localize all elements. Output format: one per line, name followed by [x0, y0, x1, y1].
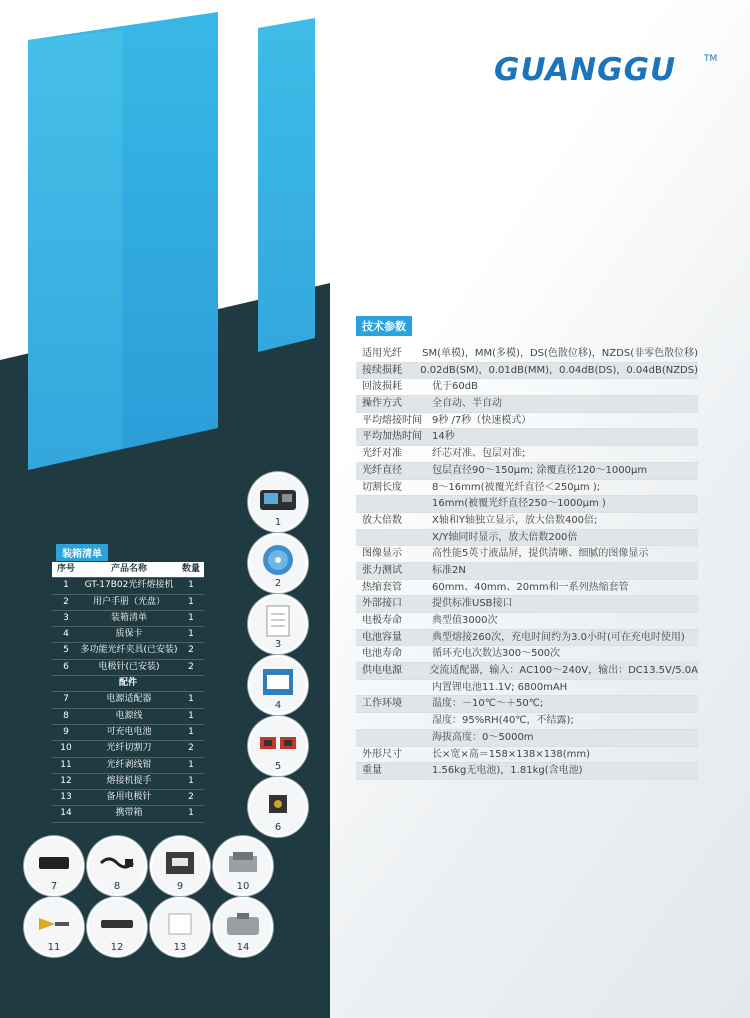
tech-param-row [356, 730, 698, 747]
tech-param-row [356, 429, 698, 446]
packing-list-row [52, 611, 204, 627]
spare-electrode-box-icon [165, 910, 195, 938]
tech-param-key [356, 730, 432, 746]
tech-param-row [356, 747, 698, 764]
packing-list-row [52, 595, 204, 611]
tech-param-row [356, 663, 698, 680]
fiber-holder-icon [258, 733, 298, 753]
electrode-icon [263, 789, 293, 819]
tech-param-key: 重量 [362, 765, 382, 777]
tech-param-value: 典型值3000次 [432, 615, 498, 626]
tech-param-value: 提供标准USB接口 [432, 598, 513, 610]
tech-param-value: 海拔高度：0～5000m [432, 731, 534, 743]
tech-param-row [356, 680, 698, 697]
header-index: 序号 [56, 564, 75, 574]
packing-cell-q: 1 [188, 612, 194, 623]
tech-param-value: 1.56kg无电池)，1.81kg(含电池) [432, 765, 583, 777]
fusion-splicer-icon [258, 484, 298, 514]
tech-param-row [356, 596, 698, 613]
item-photo-7: 7 [24, 836, 84, 896]
packing-list-row [52, 774, 204, 790]
tech-param-key: 平均熔接时间 [362, 414, 422, 426]
tech-param-key: 工作环境 [362, 698, 402, 710]
packing-cell-p: 光纤剥线钳 [106, 759, 152, 770]
packing-cell-q: 1 [188, 580, 194, 591]
packing-cell-q: 1 [188, 775, 194, 786]
tech-param-key [356, 496, 432, 512]
power-cord-icon [99, 853, 135, 873]
tech-param-key: 回波损耗 [362, 381, 402, 393]
tech-param-value: 14秒 [432, 431, 455, 443]
handle-strap-icon [99, 916, 135, 932]
tech-param-value: 8～16mm(被覆光纤直径＜250μm ); [432, 481, 601, 493]
tech-param-row [356, 696, 698, 713]
tech-param-value: 9秒 /7秒（快速模式） [432, 414, 532, 426]
packing-cell-p: GT-17B02光纤熔接机 [84, 580, 174, 591]
carrying-case-icon [225, 911, 261, 937]
packing-cell-q: 1 [188, 726, 194, 737]
tech-param-value: 典型熔接260次，充电时间约为3.0小时(可在充电时使用) [432, 631, 685, 643]
fiber-stripper-icon [37, 912, 71, 936]
packing-list-row [52, 692, 204, 708]
tech-param-row [356, 396, 698, 413]
tech-param-key: 接续损耗 [362, 364, 402, 376]
tech-param-key: 适用光纤 [362, 348, 402, 359]
tech-param-key: 电池容量 [362, 631, 402, 643]
packing-cell-p: 电极针(已安装) [98, 661, 160, 672]
item-photo-1: 1 [248, 472, 308, 532]
tech-param-row [356, 413, 698, 430]
tech-param-row [356, 513, 698, 530]
packing-list-row [52, 741, 204, 757]
tech-param-key: 放大倍数 [362, 514, 402, 526]
power-adapter-icon [37, 853, 71, 873]
packing-cell-q: 2 [188, 645, 194, 656]
packing-cell-p: 多功能光纤夹具(已安装) [80, 645, 178, 656]
packing-cell-n: 7 [63, 694, 69, 705]
item-photo-12: 12 [87, 897, 147, 957]
brand-logo: GUANGGU [494, 52, 677, 88]
tech-param-value: 包层直径90～150μm; 涂覆直径120～1000μm [432, 464, 648, 476]
item-photo-8: 8 [87, 836, 147, 896]
packing-cell-q: 1 [188, 808, 194, 819]
packing-cell-p: 熔接机提手 [106, 775, 152, 786]
packing-cell-p: 光纤切割刀 [106, 743, 152, 754]
packing-list-row [52, 790, 204, 806]
header-quantity: 数量 [181, 564, 200, 574]
packing-list-row [52, 806, 204, 822]
tech-param-key: 光纤直径 [362, 464, 402, 476]
tech-param-value: 长×宽×高＝158×138×138(mm) [432, 748, 591, 760]
tech-param-value: 温度：－10℃～＋50℃; [432, 698, 544, 710]
packing-cell-n: 1 [63, 580, 69, 591]
tech-param-row [356, 379, 698, 396]
packing-cell-q: 1 [188, 694, 194, 705]
packing-cell-n: 3 [63, 612, 69, 623]
packing-cell-n: 6 [63, 661, 69, 672]
packing-cell-q: 1 [188, 710, 194, 721]
packing-cell-n: 10 [60, 743, 72, 754]
item-photo-9: 9 [150, 836, 210, 896]
item-photo-11: 11 [24, 897, 84, 957]
tech-param-row [356, 613, 698, 630]
tech-params-title: 技术参数 [356, 316, 412, 336]
packing-cell-n: 2 [63, 596, 69, 607]
fiber-cleaver-icon [227, 850, 259, 876]
packing-cell-p: 用户手册（光盘） [92, 596, 165, 607]
packing-cell-p: 备用电极针 [106, 792, 152, 803]
packing-cell-q: 2 [188, 743, 194, 754]
tech-param-value: 标准2N [432, 564, 466, 576]
tech-param-value: 60mm、40mm、20mm和一系列热缩套管 [432, 581, 629, 593]
item-photo-5: 5 [248, 716, 308, 776]
packing-cell-n: 14 [60, 808, 72, 819]
tech-param-row [356, 630, 698, 647]
packing-cell-p: 电源线 [115, 710, 143, 721]
battery-icon [164, 850, 196, 876]
tech-param-row [356, 363, 698, 380]
tech-param-key: 供电电源 [362, 665, 402, 677]
packing-cell-q: 1 [188, 759, 194, 770]
warranty-card-icon [261, 667, 295, 697]
cd-disc-icon [261, 543, 295, 577]
packing-cell-n: 13 [60, 792, 72, 803]
packing-list-row [52, 578, 204, 594]
packing-list-header [52, 562, 204, 578]
tech-param-key: 操作方式 [362, 398, 402, 410]
packing-list-sheet-icon [263, 604, 293, 638]
trademark-mark: TM [704, 54, 718, 64]
tech-param-key: 电极寿命 [362, 615, 402, 626]
packing-list-row [52, 725, 204, 741]
tech-param-row [356, 646, 698, 663]
packing-cell-p: 质保卡 [115, 629, 143, 640]
tech-param-row [356, 496, 698, 513]
tech-param-value: 优于60dB [432, 381, 478, 393]
packing-list-row [52, 660, 204, 676]
item-photo-14: 14 [213, 897, 273, 957]
packing-cell-q: 2 [188, 661, 194, 672]
packing-cell-p: 携带箱 [115, 808, 143, 819]
tech-param-row [356, 346, 698, 363]
item-photo-10: 10 [213, 836, 273, 896]
tech-param-value: X/Y轴同时显示，放大倍数200倍 [432, 531, 578, 543]
tech-param-key: 切割长度 [362, 481, 402, 493]
tech-param-key [356, 530, 432, 546]
packing-list-row [52, 643, 204, 659]
tech-param-row [356, 530, 698, 547]
item-photo-3: 3 [248, 594, 308, 654]
tech-param-value: X轴和Y轴独立显示，放大倍数400倍; [432, 514, 598, 526]
tech-param-row [356, 480, 698, 497]
packing-cell-p: 可充电电池 [106, 726, 152, 737]
tech-param-key [356, 713, 432, 729]
packing-cell-n: 12 [60, 775, 72, 786]
tech-param-value: 交流适配器，输入：AC100～240V，输出：DC13.5V/5.0A [429, 665, 698, 677]
item-photo-4: 4 [248, 655, 308, 715]
tech-param-value: 纤芯对准、包层对准; [432, 448, 526, 460]
tech-param-value: 0.02dB(SM)，0.01dB(MM)，0.04dB(DS)，0.04dB(NZDS) [420, 364, 698, 376]
packing-cell-n: 4 [63, 629, 69, 640]
tech-param-key: 张力测试 [362, 564, 402, 576]
tech-param-key: 电池寿命 [362, 648, 402, 660]
packing-cell-n: 9 [63, 726, 69, 737]
tech-param-key: 热缩套管 [362, 581, 402, 593]
packing-list-title: 装箱清单 [56, 544, 108, 561]
packing-cell-p: 电源适配器 [106, 694, 152, 705]
tech-param-key: 外形尺寸 [362, 748, 402, 760]
packing-cell-n: 8 [63, 710, 69, 721]
tech-param-key: 光纤对准 [362, 448, 402, 460]
packing-cell-q: 1 [188, 596, 194, 607]
tech-param-row [356, 463, 698, 480]
packing-list-row [52, 709, 204, 725]
tech-param-row [356, 580, 698, 597]
tech-param-row [356, 546, 698, 563]
tech-param-value: 16mm(被覆光纤直径250～1000μm ) [432, 498, 606, 510]
packing-list-row [52, 758, 204, 774]
item-photo-6: 6 [248, 777, 308, 837]
tech-param-key: 平均加热时间 [362, 431, 422, 443]
tech-param-row [356, 446, 698, 463]
packing-cell-q: 2 [188, 792, 194, 803]
item-photo-2: 2 [248, 533, 308, 593]
packing-cell-p: 装箱清单 [110, 612, 147, 623]
item-photo-13: 13 [150, 897, 210, 957]
tech-params-table [356, 346, 698, 780]
header-product: 产品名称 [110, 564, 147, 574]
tech-param-value: 内置锂电池11.1V; 6800mAH [432, 681, 568, 693]
packing-list-table [52, 562, 204, 823]
tech-param-key: 外部接口 [362, 598, 402, 610]
tech-param-value: 循环充电次数达300～500次 [432, 648, 561, 660]
packing-cell-n: 11 [60, 759, 72, 770]
tech-param-key [356, 680, 432, 696]
tech-param-value: 湿度：95%RH(40℃，不结露); [432, 715, 574, 727]
tech-param-row [356, 563, 698, 580]
packing-cell-n: 5 [63, 645, 69, 656]
packing-list-row [52, 627, 204, 643]
packing-cell-q: 1 [188, 629, 194, 640]
tech-param-row [356, 713, 698, 730]
tech-param-key: 图像显示 [362, 548, 402, 560]
tech-param-value: SM(单模)，MM(多模)，DS(色散位移)，NZDS(非零色散位移) [422, 348, 698, 359]
tech-param-value: 高性能5英寸液晶屏，提供清晰、细腻的图像显示 [432, 548, 649, 560]
packing-list-section-accessories: 配件 [52, 676, 204, 692]
tech-param-row [356, 763, 698, 780]
tech-param-value: 全自动、半自动 [432, 398, 502, 410]
